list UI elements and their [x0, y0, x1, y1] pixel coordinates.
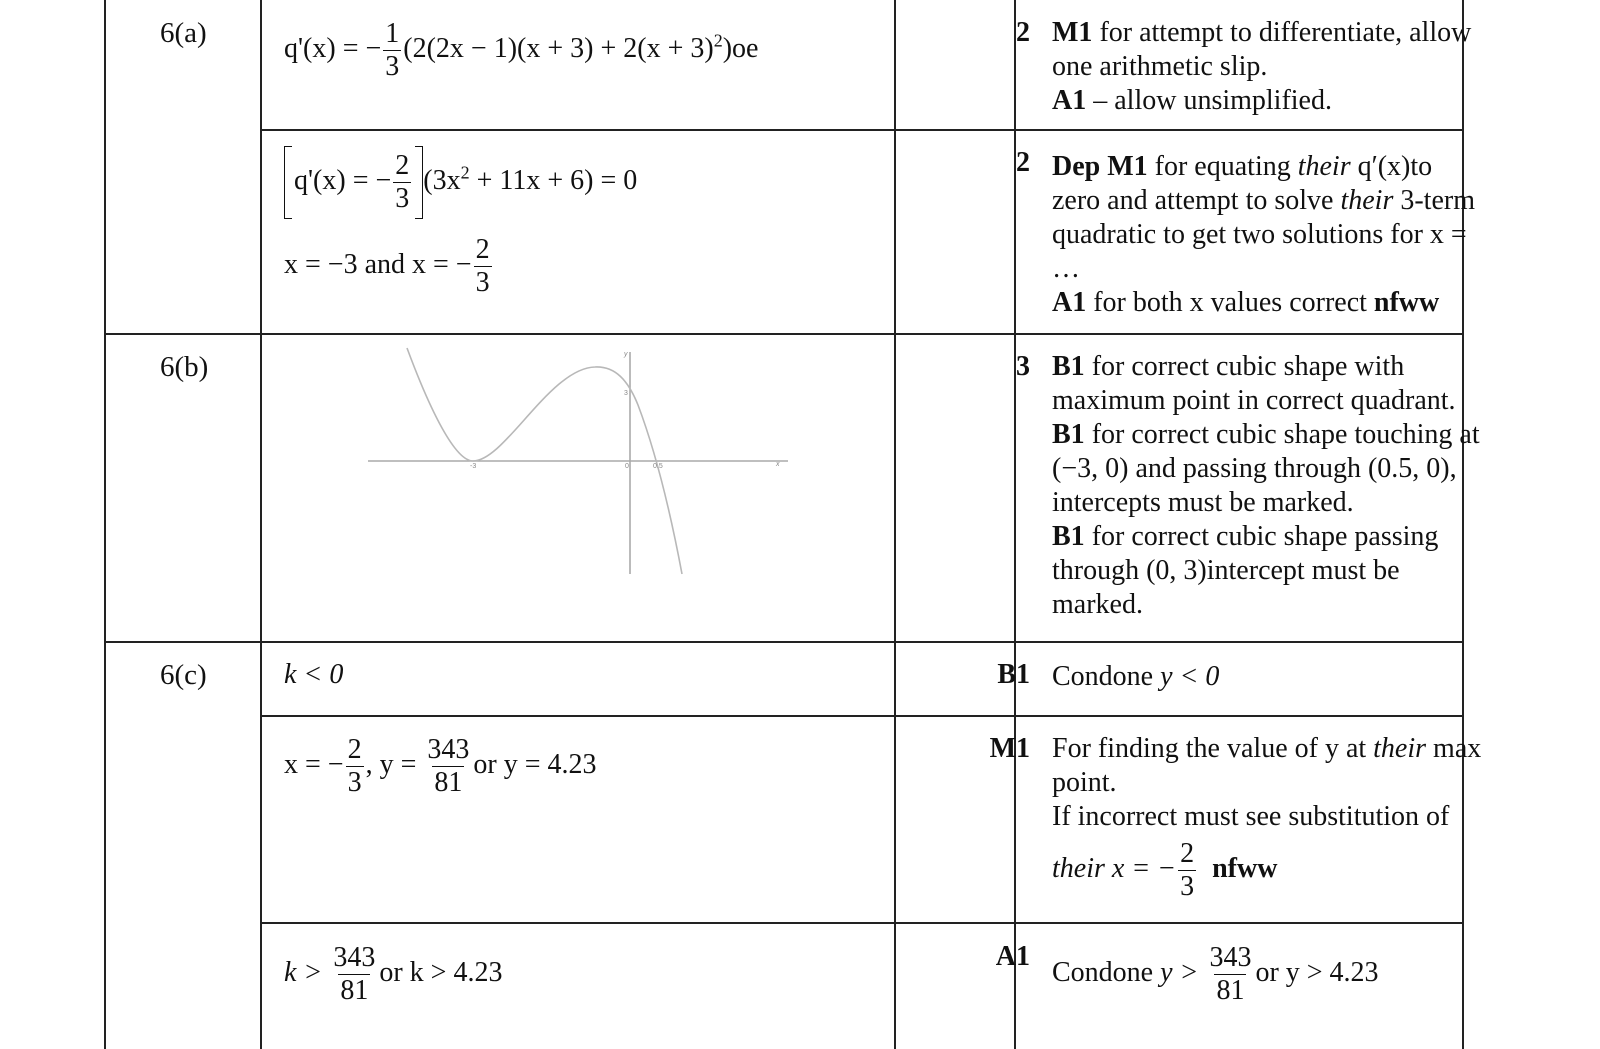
answer-6c-2: x = − $\frac{2}{3}$ , y = $\frac{343}{81}$ or y = 4.23	[284, 734, 597, 798]
tick-label-neg3: -3	[470, 463, 477, 470]
row-divider	[260, 922, 1464, 924]
fraction: $\frac{1}{3}$	[385, 18, 400, 82]
question-label-6b: 6(b)	[160, 351, 209, 383]
tick-label-half: 0.5	[653, 463, 663, 470]
marks-6b: 3	[1016, 351, 1030, 382]
tick-label-y3: 3	[624, 390, 628, 397]
axis-label-y: y	[624, 351, 628, 358]
guidance-6c-1: Condone y < 0	[1052, 661, 1220, 692]
table-border-question	[260, 0, 262, 1049]
row-divider	[104, 333, 1464, 335]
marks-6a-1: 2	[1016, 17, 1030, 48]
marks-6c-3: A1	[995, 941, 1030, 972]
question-label-6a: 6(a)	[160, 17, 207, 49]
question-label-6c: 6(c)	[160, 659, 207, 691]
table-border-answer	[894, 0, 896, 1049]
guidance-6a-1: M1 for attempt to differentiate, allow one arithmetic slip. A1 – allow unsimplified.	[1052, 17, 1472, 116]
answer-6a-factorised: q'(x) = − $\frac{2}{3}$ $(3x^2 + 11x + 6) = 0$	[284, 150, 637, 215]
answer-6c-3: k > $\frac{343}{81}$ or k > 4.23	[284, 942, 503, 1006]
marks-6c-1: B1	[997, 659, 1030, 690]
answer-6a-derivative: q'(x) = − $\frac{1}{3}$ $(2(2x - 1)(x + 3) + 2(x + 3)^2)oe$	[284, 18, 759, 82]
cubic-sketch-graph	[360, 340, 800, 580]
square-bracket: q'(x) = − $\frac{2}{3}$	[284, 150, 423, 215]
guidance-6a-2: Dep M1 for equating their q′(x)to zero and attempt to solve their 3-term quadratic to get two solutions for x = … A1 for both x values correct nfww	[1052, 151, 1475, 318]
row-divider	[260, 129, 1464, 131]
tick-label-origin: 0	[625, 463, 629, 470]
guidance-6c-3: Condone y > $\frac{343}{81}$ or y > 4.23	[1052, 942, 1379, 1006]
answer-6a-roots: x = −3 and x = − $\frac{2}{3}$	[284, 234, 490, 298]
marks-6a-2: 2	[1016, 147, 1030, 178]
row-divider	[104, 641, 1464, 643]
marks-6c-2: M1	[989, 733, 1030, 764]
table-border-left	[104, 0, 106, 1049]
answer-6c-1: k < 0	[284, 659, 344, 690]
guidance-6b: B1 for correct cubic shape with maximum point in correct quadrant. B1 for correct cubic shape touching at (−3, 0) and passing through (0.5, 0), intercepts must be marked. B1 for correct cubic shape passing through (0, 3)intercept must be marked.	[1052, 351, 1480, 620]
axis-label-x: x	[776, 461, 780, 468]
guidance-6c-2: For finding the value of y at their max point. If incorrect must see substitution of their x = − $\frac{2}{3}$ nfww	[1052, 733, 1482, 902]
row-divider	[260, 715, 1464, 717]
